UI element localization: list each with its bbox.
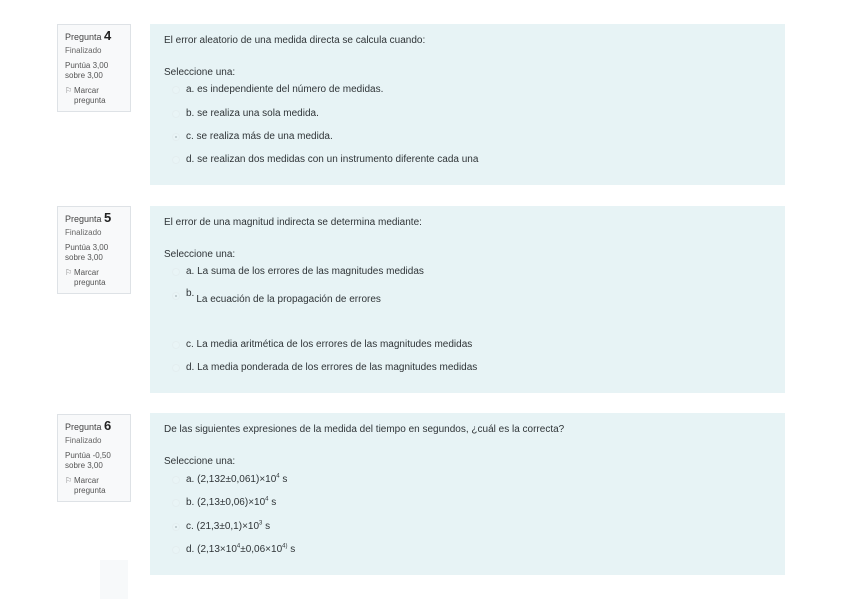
- radio-button[interactable]: [172, 546, 180, 554]
- answer-option-d[interactable]: d. se realizan dos medidas con un instrumento diferente cada una: [172, 154, 478, 165]
- radio-button-selected[interactable]: [172, 523, 180, 531]
- answer-option-a[interactable]: a. La suma de los errores de las magnitudes medidas: [172, 266, 424, 277]
- question-number: Pregunta 6: [65, 418, 112, 433]
- question-info-6: [57, 414, 131, 502]
- question-info-4: [57, 24, 131, 112]
- flag-question-link[interactable]: ⚐ Marcar pregunta: [65, 86, 106, 105]
- question-info-5: [57, 206, 131, 294]
- question-grade: Puntúa -0,50 sobre 3,00: [65, 451, 111, 470]
- radio-button-selected[interactable]: [172, 292, 180, 300]
- question-state: Finalizado: [65, 228, 102, 237]
- radio-button[interactable]: [172, 364, 180, 372]
- radio-button[interactable]: [172, 268, 180, 276]
- flag-icon: ⚐: [65, 268, 73, 277]
- flag-icon: ⚐: [65, 476, 73, 485]
- scroll-gutter: [100, 560, 128, 599]
- answer-option-d[interactable]: d. ($2,13\times 10^4\pm 0,06\times 10^{4)}$ s: [172, 544, 295, 555]
- radio-button[interactable]: [172, 86, 180, 94]
- select-prompt: Seleccione una:: [164, 456, 236, 467]
- radio-button[interactable]: [172, 110, 180, 118]
- radio-button-selected[interactable]: [172, 133, 180, 141]
- question-content-6: [150, 413, 785, 575]
- radio-button[interactable]: [172, 156, 180, 164]
- answer-option-c[interactable]: c. se realiza más de una medida.: [172, 131, 333, 142]
- answer-option-b[interactable]: b. $(2,13\pm 0,06)\times 10^4$ s: [172, 497, 276, 508]
- question-state: Finalizado: [65, 46, 102, 55]
- question-number: Pregunta 4: [65, 28, 112, 43]
- question-text: El error de una magnitud indirecta se determina mediante:: [164, 217, 422, 228]
- question-text: De las siguientes expresiones de la medida del tiempo en segundos, ¿cuál es la correcta?: [164, 424, 565, 435]
- answer-option-b[interactable]: b. se realiza una sola medida.: [172, 108, 319, 119]
- radio-button[interactable]: [172, 499, 180, 507]
- flag-icon: ⚐: [65, 86, 73, 95]
- answer-option-c[interactable]: c. La media aritmética de los errores de las magnitudes medidas: [172, 339, 472, 350]
- flag-question-link[interactable]: ⚐ Marcar pregunta: [65, 476, 106, 495]
- answer-option-b[interactable]: b. La ecuación de la propagación de errores: [172, 290, 381, 301]
- answer-option-a[interactable]: a. es independiente del número de medidas.: [172, 84, 383, 95]
- radio-button[interactable]: [172, 476, 180, 484]
- flag-question-link[interactable]: ⚐ Marcar pregunta: [65, 268, 106, 287]
- answer-option-a[interactable]: a. $(2,132\pm 0,061)\times 10^4$ s: [172, 474, 287, 485]
- select-prompt: Seleccione una:: [164, 249, 236, 260]
- question-grade: Puntúa 3,00 sobre 3,00: [65, 61, 109, 80]
- question-content-4: [150, 24, 785, 185]
- question-content-5: [150, 206, 785, 393]
- question-state: Finalizado: [65, 436, 102, 445]
- question-number: Pregunta 5: [65, 210, 112, 225]
- question-grade: Puntúa 3,00 sobre 3,00: [65, 243, 109, 262]
- answer-option-d[interactable]: d. La media ponderada de los errores de las magnitudes medidas: [172, 362, 477, 373]
- answer-option-c[interactable]: c. $(21,3\pm 0,1)\times 10^3$ s: [172, 521, 270, 532]
- select-prompt: Seleccione una:: [164, 67, 236, 78]
- radio-button[interactable]: [172, 341, 180, 349]
- question-text: El error aleatorio de una medida directa se calcula cuando:: [164, 35, 426, 46]
